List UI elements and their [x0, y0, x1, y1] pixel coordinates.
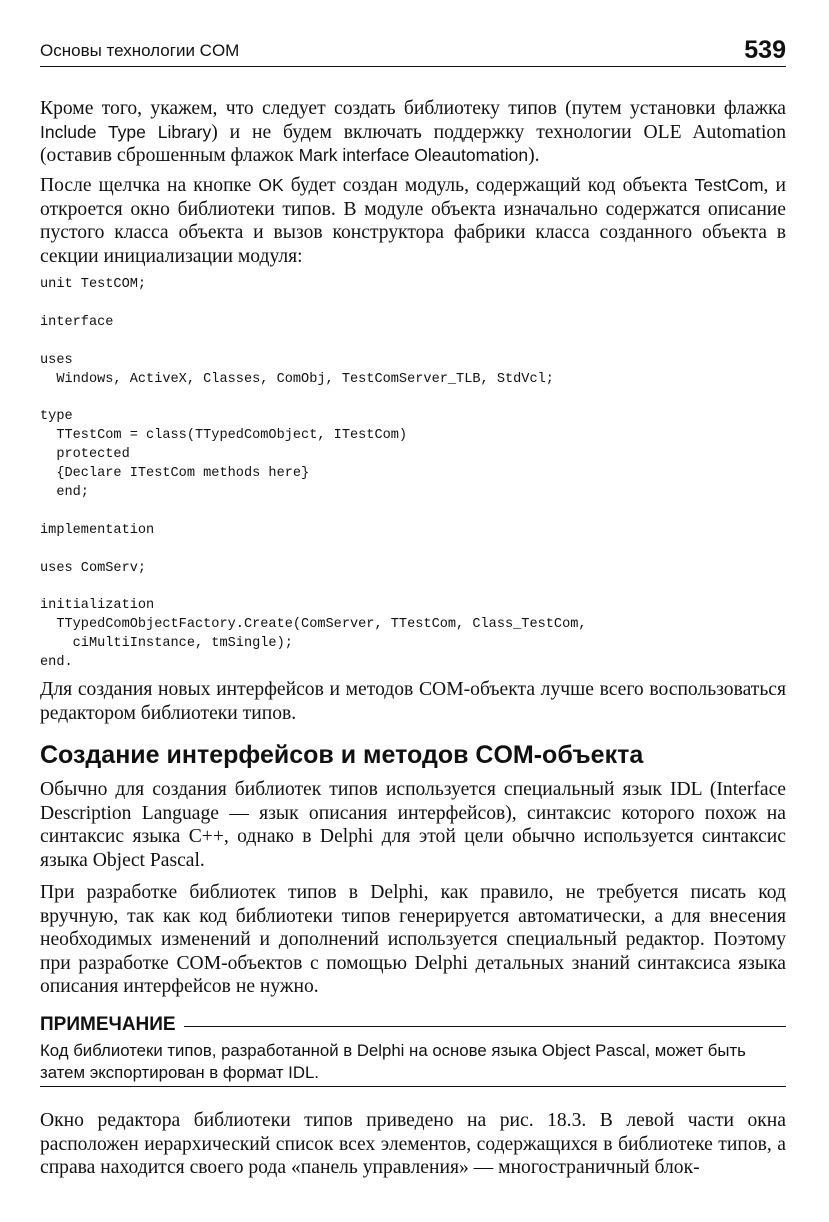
paragraph-editor-window: Окно редактора библиотеки типов приведено на рис. 18.3. В левой части окна расположен иерархический список всех элементов, содержащихся в библиотеке типов, а справа находится своего рода «панель управления» — многостраничный блок- — [40, 1110, 786, 1178]
text-run: ) и не будем включать поддержку технологии OLE Automation (оставив сброшенным флажок — [40, 121, 786, 166]
note-header — [40, 1014, 786, 1038]
ui-term: OK — [258, 175, 284, 195]
ui-term: Include Type Library — [40, 121, 212, 142]
note-bottom-rule — [40, 1086, 786, 1087]
paragraph-type-library — [40, 97, 786, 168]
text-run: будет создан модуль, содержащий код объекта — [283, 175, 695, 196]
text-run: После щелчка на кнопке — [40, 175, 259, 196]
running-header — [40, 38, 786, 67]
header-title: Основы технологии COM — [40, 41, 240, 60]
note-label: ПРИМЕЧАНИЕ — [40, 1014, 184, 1036]
ui-term: TestCom — [694, 175, 764, 195]
code-listing: unit TestCOM; interface uses Windows, ActiveX, Classes, ComObj, TestComServer_TLB, StdVcl; type TTestCom = class(TTypedComObject, ITestCom) protected {Declare ITestCom methods here} end; implementation uses ComServ; initialization TTypedComObjectFactory.Create(ComServer, TTestCom, Class_TestCom, ciMultiInstance, tmSingle); end. — [40, 277, 587, 671]
paragraph-idl: Обычно для создания библиотек типов используется специальный язык IDL (Interface Description Language — язык описания интерфейсов), синтаксис которого похож на синтаксис языка C++, однако в Delphi для этой цели обычно используется синтаксис языка Object Pascal. — [40, 779, 786, 871]
text-run: , и откроется окно библиотеки типов. В модуле объекта изначально содержатся описание пустого класса объекта и вызов конструктора фабрики класса созданного объекта в секции инициализации модуля: — [40, 175, 786, 267]
section-heading: Создание интерфейсов и методов COM-объекта — [40, 741, 644, 769]
ui-term: Mark interface Oleautomation — [298, 145, 529, 165]
text-run: Кроме того, укажем, что следует создать библиотеку типов (путем установки флажка — [40, 98, 786, 119]
paragraph-use-editor: Для создания новых интерфейсов и методов COM-объекта лучше всего воспользоваться редактором библиотеки типов. — [40, 679, 786, 724]
note-text: Код библиотеки типов, разработанной в Delphi на основе языка Object Pascal, может быть затем экспортирован в формат IDL. — [40, 1041, 746, 1082]
text-run: ). — [528, 145, 540, 166]
paragraph-delphi-editor: При разработке библиотек типов в Delphi, как правило, не требуется писать код вручную, так как код библиотеки типов генерируется автоматически, а для внесения необходимых изменений и дополнений используется специальный редактор. Поэтому при разработке COM-объектов с помощью Delphi детальных знаний синтаксиса языка описания интерфейсов не нужно. — [40, 882, 786, 997]
page-number: 539 — [744, 36, 786, 64]
paragraph-module-created — [40, 174, 786, 268]
note-box — [40, 1014, 786, 1084]
